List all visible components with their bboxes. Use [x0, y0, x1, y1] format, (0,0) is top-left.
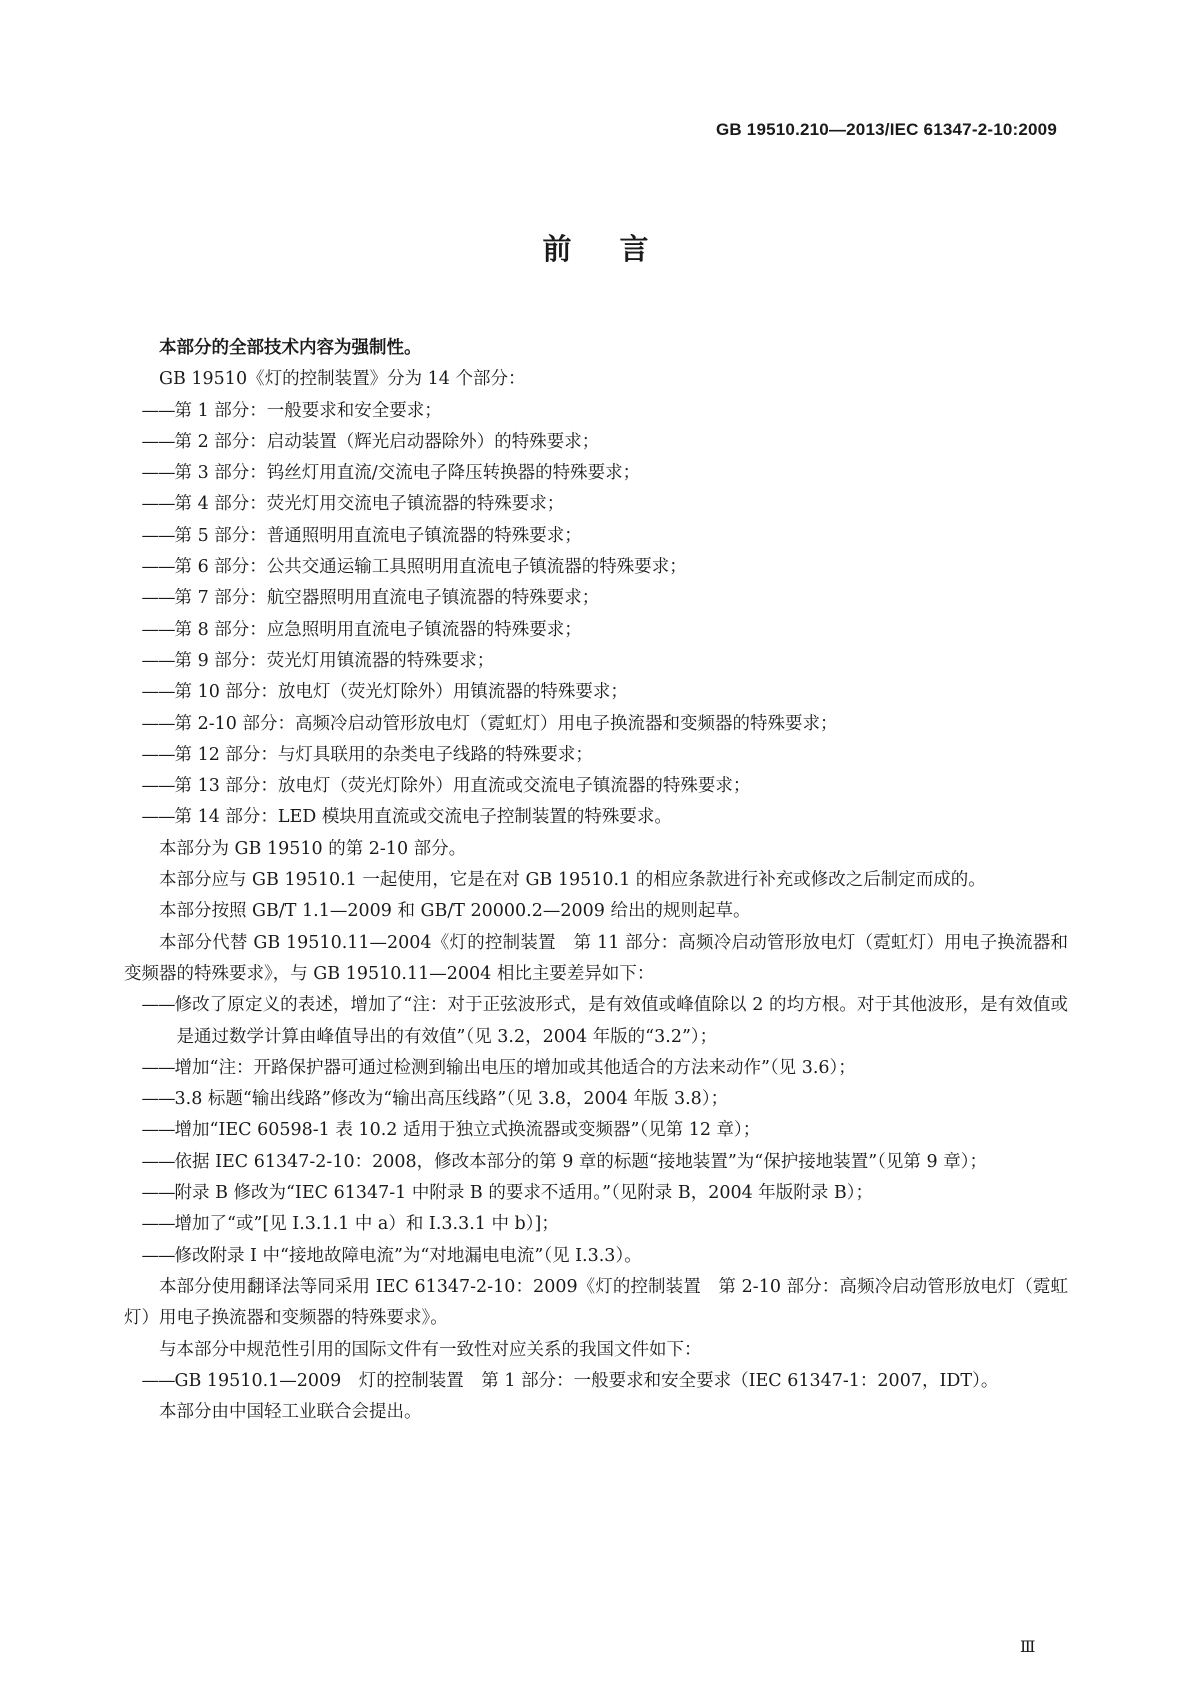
list-item-part-5: —— 第 5 部分：普通照明用直流电子镇流器的特殊要求；	[124, 521, 1068, 552]
drafting-rules-statement: 本部分按照 GB/T 1.1—2009 和 GB/T 20000.2—2009 给出的规则起草。	[159, 901, 751, 922]
list-item-part-3: —— 第 3 部分：钨丝灯用直流/交流电子降压转换器的特殊要求；	[124, 458, 1068, 489]
list-item-part-8: —— 第 8 部分：应急照明用直流电子镇流器的特殊要求；	[124, 615, 1068, 646]
this-part-statement: 本部分为 GB 19510 的第 2-10 部分。	[159, 838, 467, 859]
list-item-part-13: —— 第 13 部分：放电灯（荧光灯除外）用直流或交流电子镇流器的特殊要求；	[124, 771, 1068, 802]
page-title: 前言	[542, 232, 697, 266]
list-item-part-12: —— 第 12 部分：与灯具联用的杂类电子线路的特殊要求；	[124, 740, 1068, 771]
correspondence-item: —— GB 19510.1—2009 灯的控制装置 第 1 部分：一般要求和安全要求（IEC 61347-1：2007，IDT）。	[124, 1366, 1068, 1397]
change-item-1: —— 修改了原定义的表述，增加了“注：对于正弦波形式，是有效值或峰值除以 2 的均方根。对于其他波形，是有效值或是通过数学计算由峰值导出的有效值”（见 3.2，2004 年版的“3.2”）；	[124, 990, 1068, 1053]
translation-statement: 本部分使用翻译法等同采用 IEC 61347-2-10：2009《灯的控制装置 第 2-10 部分：高频冷启动管形放电灯（霓虹灯）用电子换流器和变频器的特殊要求》。	[124, 1276, 1068, 1329]
change-item-5: —— 依据 IEC 61347-2-10：2008，修改本部分的第 9 章的标题“接地装置”为“保护接地装置”（见第 9 章）；	[124, 1147, 1068, 1178]
list-item-part-10: —— 第 10 部分：放电灯（荧光灯除外）用镇流器的特殊要求；	[124, 677, 1068, 708]
standard-code-header: GB 19510.210—2013/IEC 61347-2-10:2009	[715, 120, 1057, 139]
change-item-7: —— 增加了“或”[见 I.3.1.1 中 a）和 I.3.3.1 中 b）]；	[124, 1209, 1068, 1240]
mandatory-statement: 本部分的全部技术内容为强制性。	[159, 338, 422, 358]
list-item-part-7: —— 第 7 部分：航空器照明用直流电子镇流器的特殊要求；	[124, 583, 1068, 614]
list-item-part-1: —— 第 1 部分：一般要求和安全要求；	[124, 396, 1068, 427]
list-item-part-2-10: —— 第 2-10 部分：高频冷启动管形放电灯（霓虹灯）用电子换流器和变频器的特殊要求；	[124, 709, 1068, 740]
list-item-part-9: —— 第 9 部分：荧光灯用镇流器的特殊要求；	[124, 646, 1068, 677]
list-item-part-6: —— 第 6 部分：公共交通运输工具照明用直流电子镇流器的特殊要求；	[124, 552, 1068, 583]
change-item-3: —— 3.8 标题“输出线路”修改为“输出高压线路”（见 3.8，2004 年版 3.8）；	[124, 1084, 1068, 1115]
list-item-part-14: —— 第 14 部分：LED 模块用直流或交流电子控制装置的特殊要求。	[124, 802, 1068, 833]
change-item-6: —— 附录 B 修改为“IEC 61347-1 中附录 B 的要求不适用。”（见附录 B，2004 年版附录 B）；	[124, 1178, 1068, 1209]
change-item-8: —— 修改附录 I 中“接地故障电流”为“对地漏电电流”（见 I.3.3）。	[124, 1241, 1068, 1272]
change-item-2: —— 增加“注：开路保护器可通过检测到输出电压的增加或其他适合的方法来动作”（见 3.6）；	[124, 1053, 1068, 1084]
use-with-statement: 本部分应与 GB 19510.1 一起使用，它是在对 GB 19510.1 的相应条款进行补充或修改之后制定而成的。	[159, 870, 986, 891]
proposed-by-statement: 本部分由中国轻工业联合会提出。	[159, 1402, 422, 1423]
parts-intro: GB 19510《灯的控制装置》分为 14 个部分：	[159, 369, 526, 390]
page-number: Ⅲ	[1020, 1637, 1036, 1656]
correspondence-intro: 与本部分中规范性引用的国际文件有一致性对应关系的我国文件如下：	[159, 1339, 702, 1360]
replaces-statement: 本部分代替 GB 19510.11—2004《灯的控制装置 第 11 部分：高频冷启动管形放电灯（霓虹灯）用电子换流器和变频器的特殊要求》，与 GB 19510.11—2004 相比主要差异如下：	[124, 932, 1068, 984]
document-body	[124, 333, 1068, 1428]
change-item-4: —— 增加“IEC 60598-1 表 10.2 适用于独立式换流器或变频器”（见第 12 章）；	[124, 1115, 1068, 1146]
list-item-part-2: —— 第 2 部分：启动装置（辉光启动器除外）的特殊要求；	[124, 427, 1068, 458]
list-item-part-4: —— 第 4 部分：荧光灯用交流电子镇流器的特殊要求；	[124, 489, 1068, 520]
